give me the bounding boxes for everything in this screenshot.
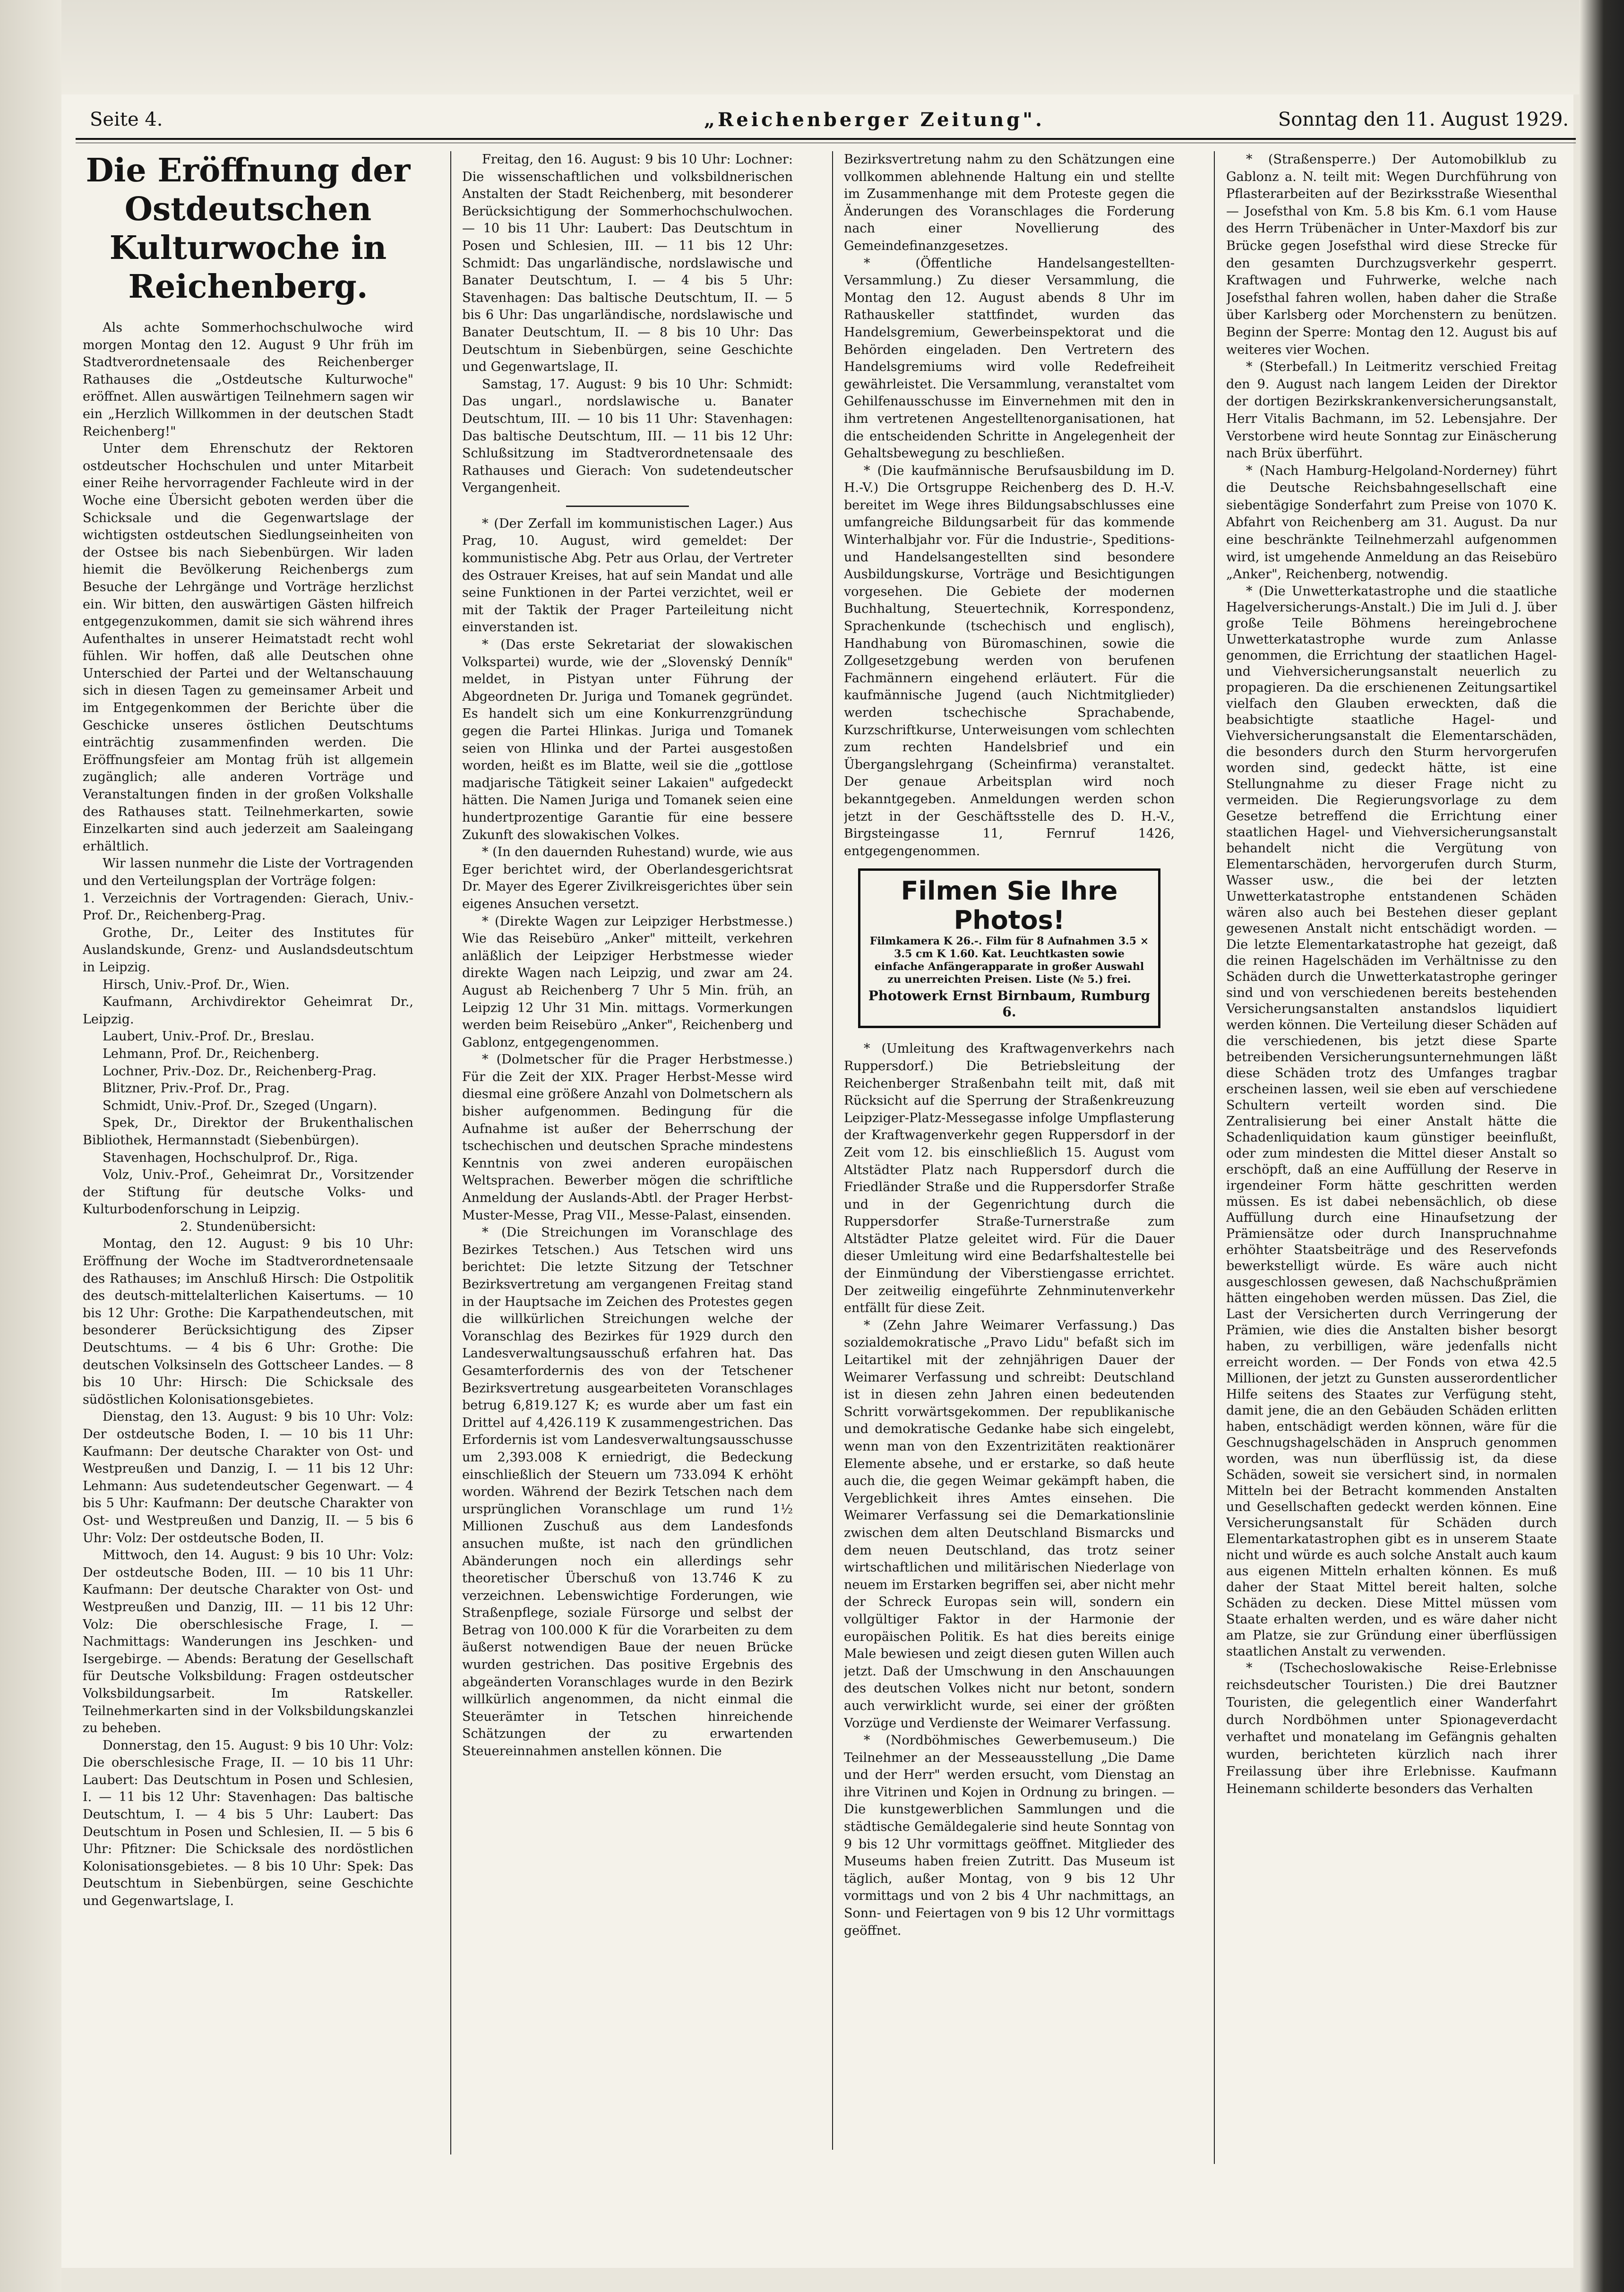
news-item: * (Tschechoslowakische Reise-Erlebnisse reichsdeutscher Touristen.) Die drei Bautzner Touristen, die gelegentlich einer Wanderfahrt durch Nordböhmen unter Spionageverdacht verhaftet und monatelang im Gefängnis gehalten wurden, berichteten kürzlich nach ihrer Freilassung über ihre Erlebnisse. Kaufmann Heinemann schilderte besonders das Verhalten <box>1226 1660 1557 1796</box>
news-item: * (Dolmetscher für die Prager Herbstmesse.) Für die Zeit der XIX. Prager Herbst-Messe wird diesmal eine größere Anzahl von Dolmetschern als bisher aufgenommen. Bedingung für die Aufnahme ist außer der Beherrschung der tschechischen und deutschen Sprache mindestens Kenntnis von zwei anderen europäischen Weltsprachen. Bewerber mögen die schriftliche Anmeldung der Auslands-Abtl. der Prager Herbst-Muster-Messe, Prag VII., Messe-Palast, einsenden. <box>462 1052 793 1223</box>
schedule-heading: 2. Stundenübersicht: <box>180 1219 316 1234</box>
schedule-day: Montag, den 12. August: 9 bis 10 Uhr: Eröffnung der Woche im Stadtverordnetensaale des Rathauses; im Anschluß Hirsch: Die Ostpolitik des deutsch-mittelalterlichen Kaisertums. — 10 bis 12 Uhr: Grothe: Die Karpathendeutschen, mit besonderer Berücksichtigung des Zipser Deutschtums. — 4 bis 6 Uhr: Grothe: Die deutschen Volksinseln des Gottscheer Landes. — 8 bis 10 Uhr: Hirsch: Die Schicksale des südöstlichen Kolonisationsgebietes. <box>83 1236 413 1407</box>
news-item: * (Die Unwetterkatastrophe und die staatliche Hagelversicherungs-Anstalt.) Die im Juli d. J. über große Teile Böhmens hereingebrochene Unwetterkatastrophe wurde zum Anlasse genommen, die Errichtung der staatlichen Hagel- und Viehversicherungsanstalt neuerlich zu propagieren. Da die erschienenen Zeitungsartikel vielfach den Glauben erweckten, daß die beabsichtigte staatliche Hagel- und Viehversicherungsanstalt die Elementarschäden, die besonders durch den Sturm hervorgerufen worden sind, gedeckt hätte, ist eine Stellungnahme zu dieser Frage nicht zu vermeiden. Die Regierungsvorlage zu dem Gesetze betreffend die Errichtung einer staatlichen Hagel- und Viehversicherungsanstalt behandelt nicht die Vergütung von Elementarschäden, hervorgerufen durch Sturm, Wasser usw., die bei der letzten Unwetterkatastrophe entstandenen Schäden wären also auch bei Bestehen dieser geplant gewesenen Anstalt nicht entschädigt worden. — Die letzte Elementarkatastrophe hat gezeigt, daß die reinen Hagelschäden im Verhältnisse zu den Schäden durch die Unwetterkatastrophe geringer sind und von verschiedenen bereits bestehenden Versicherungsanstalten anstandslos liquidiert werden können. Die Verteilung dieser Schäden auf die verschiedenen, bis jetzt diese Sparte betreibenden Versicherungsunternehmungen läßt diese Schäden trotz des Umfanges tragbar erscheinen lassen, weil sie eben auf verschiedene Schultern verteilt worden sind. Die Zentralisierung bei einer Anstalt hätte die Schadenliquidation kaum günstiger beeinflußt, oder zum mindesten die Mittel dieser Anstalt so erschöpft, daß an eine Auffüllung der Reserve in irgendeiner Form hätte geschritten werden müssen. Es ist dabei nebensächlich, ob diese Auffüllung durch eine Hinaufsetzung der Prämiensätze oder durch Inanspruchnahme erhöhter Staatsbeiträge und des Reservefonds bewerkstelligt würde. Es wäre auch nicht ausgeschlossen gewesen, daß Nachschußprämien hätten eingehoben werden müssen. Das Ziel, die Last der Versicherten durch Verringerung der Prämien, wie dies die Anstalten bisher besorgt haben, zu verbilligen, wäre jedenfalls nicht erreicht worden. — Der Fonds von etwa 42.5 Millionen, der jetzt zu Gunsten ausserordentlicher Hilfe seitens des Staates zur Verfügung steht, damit jene, die an den Gebäuden Schäden erlitten haben, entschädigt werden können, wäre für die Geschnugshagelschäden in Anspruch genommen worden, was nun überflüssig ist, da diese Schäden, soweit sie versichert sind, in normalen Mitteln bei der Betracht kommenden Anstalten und Gesellschaften gedeckt werden können. Eine Versicherungsanstalt für Schäden durch Elementarkatastrophen gibt es in unserem Staate nicht und würde es auch solche Anstalt auch kaum aus eigenen Mitteln erhalten können. Es muß daher der Staat Mittel bereit halten, solche Schäden zu decken. Diese Mittel müssen vom Staate erhalten werden, und es wäre daher nicht am Platze, sie zur Gründung einer überflüssigen staatlichen Anstalt zu verwenden. <box>1226 584 1557 1659</box>
schedule-day: Donnerstag, den 15. August: 9 bis 10 Uhr: Volz: Die oberschlesische Frage, II. — 10 bis 11 Uhr: Laubert: Das Deutschtum in Posen und Schlesien, I. — 11 bis 12 Uhr: Stavenhagen: Das baltische Deutschtum, I. — 4 bis 5 Uhr: Laubert: Das Deutschtum in Posen und Schlesien, II. — 5 bis 6 Uhr: Pfitzner: Die Schicksale des nordöstlichen Kolonisationsgebietes. — 8 bis 10 Uhr: Spek: Das Deutschtum in Siebenbürgen, seine Geschichte und Gegenwartslage, I. <box>83 1738 413 1909</box>
speaker-list-heading: 1. Verzeichnis der Vortragenden: Gierach, Univ.-Prof. Dr., Reichenberg-Prag. <box>83 891 413 923</box>
speaker-entry: Volz, Univ.-Prof., Geheimrat Dr., Vorsitzender der Stiftung für deutsche Volks- und Kulturbodenforschung in Leipzig. <box>83 1167 413 1217</box>
ad-address: Photowerk Ernst Birnbaum, Rumburg 6. <box>868 988 1151 1020</box>
ad-headline: Filmen Sie Ihre Photos! <box>901 876 1118 936</box>
article-paragraph: Wir lassen nunmehr die Liste der Vortragenden und den Verteilungsplan der Vorträge folgen: <box>83 856 413 888</box>
news-item: * (Die Streichungen im Voranschlage des Bezirkes Tetschen.) Aus Tetschen wird uns berichtet: Die letzte Sitzung der Tetschner Bezirksvertretung am vergangenen Freitag stand in der Hauptsache im Zeichen des Protestes gegen die willkürlichen Streichungen welche der Voranschlag des Bezirkes für 1929 durch den Landesverwaltungsausschuß erfahren hat. Das Gesamterfordernis des von der Tetschener Bezirksvertretung ausgearbeiteten Voranschlages betrug 6,819.127 K; es wurde aber um fast ein Drittel auf 4,426.119 K zusammengestrichen. Das Erfordernis ist vom Landesverwaltungsausschusse um 2,393.008 K erniedrigt, die Bedeckung einschließlich der Steuern um 733.094 K erhöht worden. Während der Bezirk Tetschen nach dem ursprünglichen Voranschlage um rund 1½ Millionen Zuschuß aus dem Landesfonds ansuchen mußte, ist nach den gründlichen Abänderungen noch ein allerdings sehr theoretischer Überschuß von 13.746 K zu verzeichnen. Lebenswichtige Forderungen, wie Straßenpflege, soziale Fürsorge und selbst der Betrag von 100.000 K für die Vorarbeiten zu dem äußerst notwendigen Baue der neuen Brücke wurden gestrichen. Das positive Ergebnis des abgeänderten Voranschlages wurde in den Bezirk willkürlich angenommen, da nicht einmal die Steuerämter in Tetschen hinreichende Schätzungen der zu erwartenden Steuereinnahmen anstellen können. Die <box>462 1225 793 1759</box>
news-item: * (Direkte Wagen zur Leipziger Herbstmesse.) Wie das Reisebüro „Anker" mitteilt, verkehren anläßlich der Leipziger Herbstmesse wieder direkte Wagen nach Leipzig, und zwar am 24. August ab Reichenberg 7 Uhr 5 Min. früh, an Leipzig 12 Uhr 31 Min. mittags. Vormerkungen werden beim Reisebüro „Anker", Reichenberg und Gablonz, entgegengenommen. <box>462 914 793 1050</box>
speaker-entry: Lehmann, Prof. Dr., Reichenberg. <box>103 1046 319 1061</box>
header-rule <box>76 138 1576 143</box>
news-item: * (In den dauernden Ruhestand) wurde, wie aus Eger berichtet wird, der Oberlandesgerichtsrat Dr. Mayer des Egerer Zivilkreisgerichtes über sein eigenes Ansuchen versetzt. <box>462 845 793 911</box>
issue-date: Sonntag den 11. August 1929. <box>1278 109 1569 130</box>
news-item: * (Sterbefall.) In Leitmeritz verschied Freitag den 9. August nach langem Leiden der Direktor der dortigen Bezirkskrankenversicherungsanstalt, Herr Vitalis Bachmann, im 52. Lebensjahre. Der Verstorbene wird heute Sonntag zur Einäscherung nach Brüx überführt. <box>1226 360 1557 461</box>
schedule-day: Freitag, den 16. August: 9 bis 10 Uhr: Lochner: Die wissenschaftlichen und volksbildnerischen Anstalten der Stadt Reichenberg, mit besonderer Berücksichtigung der Sommerhochschulwochen. — 10 bis 11 Uhr: Laubert: Das Deutschtum in Posen und Schlesien, III. — 11 bis 12 Uhr: Schmidt: Das ungarländische, nordslawische und Banater Deutschtum, I. — 4 bis 5 Uhr: Stavenhagen: Das baltische Deutschtum, II. — 5 bis 6 Uhr: Das ungarländische, nordslawische und Banater Deutschtum, II. — 8 bis 10 Uhr: Das Deutschtum in Siebenbürgen, seine Geschichte und Gegenwartslage, II. <box>462 152 793 375</box>
photo-advertisement <box>858 868 1160 1028</box>
column-3 <box>844 151 1175 2150</box>
scan-right-edge <box>1579 0 1624 2292</box>
speaker-entry: Grothe, Dr., Leiter des Institutes für Auslandskunde, Grenz- und Auslandsdeutschtum in Leipzig. <box>83 925 413 975</box>
speaker-entry: Schmidt, Univ.-Prof. Dr., Szeged (Ungarn). <box>103 1098 378 1113</box>
scan-left-margin <box>0 0 61 2292</box>
article-headline: Die Eröffnung der Ostdeutschen Kulturwoche in Reichenberg. <box>86 152 411 306</box>
column-1 <box>83 151 413 2164</box>
speaker-entry: Kaufmann, Archivdirektor Geheimrat Dr., Leipzig. <box>83 995 413 1027</box>
news-item: * (Nordböhmisches Gewerbemuseum.) Die Teilnehmer an der Messeausstellung „Die Dame und der Herr" werden ersucht, vom Dienstag an ihre Vitrinen und Kojen in Ordnung zu bringen. — Die kunstgewerblichen Sammlungen und die städtische Gemäldegalerie sind heute Sonntag von 9 bis 12 Uhr vormittags geöffnet. Mitglieder des Museums haben freien Zutritt. Das Museum ist täglich, außer Montag, von 9 bis 12 Uhr vormittags und von 2 bis 4 Uhr nachmittags, an Sonn- und Feiertagen von 9 bis 12 Uhr vormittags geöffnet. <box>844 1733 1175 1938</box>
news-item: * (Das erste Sekretariat der slowakischen Volkspartei) wurde, wie der „Slovenský Denník" meldet, in Pistyan unter Führung der Abgeordneten Dr. Juriga und Tomanek gegründet. Es handelt sich um eine Konkurrenzgründung gegen die Partei Hlinkas. Juriga und Tomanek seien von Hlinka und der Partei ausgestoßen worden, heißt es im Blatte, weil sie die „gottlose madjarische Tätigkeit seiner Lakaien" aufgedeckt hätten. Die Namen Juriga und Tomanek seien eine hundertprozentige Garantie für eine bessere Zukunft des slowakischen Volkes. <box>462 637 793 842</box>
news-item: * (Nach Hamburg-Helgoland-Norderney) führt die Deutsche Reichsbahngesellschaft eine siebentägige Sonderfahrt zum Preise von 1070 K. Abfahrt von Reichenberg am 31. August. Da nur eine beschränkte Teilnehmerzahl aufgenommen wird, ist umgehende Anmeldung an das Reisebüro „Anker", Reichenberg, notwendig. <box>1226 463 1557 582</box>
column-rule <box>450 151 451 2155</box>
page-header <box>90 109 1569 137</box>
column-2 <box>462 151 793 2155</box>
article-paragraph: Unter dem Ehrenschutz der Rektoren ostdeutscher Hochschulen und unter Mitarbeit einer Reihe hervorragender Fachleute wird in der Woche eine Übersicht geboten werden über die Schicksale und die Gegenwartslage der wichtigsten ostdeutschen Siedlungseinheiten von der Ostsee bis nach Siebenbürgen. Wir laden hiemit die Bevölkerung Reichenbergs zum Besuche der Lehrgänge und Vorträge herzlichst ein. Wir bitten, den auswärtigen Gästen hilfreich entgegenzukommen, damit sie sich während ihres Aufenthaltes in unserer Heimatstadt recht wohl fühlen. Wir hoffen, daß alle Deutschen ohne Unterschied der Partei und der Weltanschauung sich in diesen Tagen zu gemeinsamer Arbeit und im Entgegenkommen der Berichte über die Geschicke unseres östlichen Deutschtums einträchtig zusammenfinden werden. Die Eröffnungsfeier am Montag früh ist allgemein zugänglich; alle anderen Vorträge und Veranstaltungen finden in der großen Volkshalle des Rathauses statt. Teilnehmerkarten, sowie Einzelkarten sind auch jederzeit am Saaleingang erhältlich. <box>83 441 413 854</box>
news-item: * (Öffentliche Handelsangestellten-Versammlung.) Zu dieser Versammlung, die Montag den 12. August abends 8 Uhr im Rathauskeller stattfindet, wurden das Handelsgremium, Gewerbeinspektorat und die Behörden eingeladen. Den Vertretern des Handelsgremiums wird volle Redefreiheit gewährleistet. Die Versammlung, veranstaltet vom Gehilfenausschusse im Einvernehmen mit den in ihm vertretenen Angestelltenorganisationen, hat die entscheidenden Schritte in Angelegenheit der Gehaltsbewegung zu beschließen. <box>844 256 1175 461</box>
schedule-day: Mittwoch, den 14. August: 9 bis 10 Uhr: Volz: Der ostdeutsche Boden, III. — 10 bis 11 Uhr: Kaufmann: Der deutsche Charakter von Ost- und Westpreußen und Danzig, III. — 11 bis 12 Uhr: Volz: Die oberschlesische Frage, I. — Nachmittags: Wanderungen ins Jeschken- und Isergebirge. — Abends: Beratung der Gesellschaft für Deutsche Volksbildung: Fragen ostdeutscher Volksbildungsarbeit. Im Ratskeller. Teilnehmerkarten sind in der Volksbildungskanzlei zu beheben. <box>83 1548 413 1736</box>
ad-body: Filmkamera K 26.-. Film für 8 Aufnahmen 3.5 × 3.5 cm K 1.60. Kat. Leuchtkasten sowie einfache Anfängerapparate in großer Auswahl zu unerreichten Preisen. Liste (№ 5.) frei. <box>869 935 1149 986</box>
news-item: Bezirksvertretung nahm zu den Schätzungen eine vollkommen ablehnende Haltung ein und stellte im Zusammenhange mit dem Proteste gegen die Änderungen des Voranschlages die Forderung nach einer Novellierung des Gemeindefinanzgesetzes. <box>844 152 1175 253</box>
speaker-entry: Laubert, Univ.-Prof. Dr., Breslau. <box>103 1029 315 1044</box>
news-item: * (Umleitung des Kraftwagenverkehrs nach Ruppersdorf.) Die Betriebsleitung der Reichenberger Straßenbahn teilt mit, daß mit Rücksicht auf die Sperrung der Straßenkreuzung Leipziger-Platz-Messegasse infolge Umpflasterung der Kraftwagenverkehr gegen Ruppersdorf in der Zeit vom 12. bis einschließlich 15. August vom Altstädter Platz nach Ruppersdorf durch die Friedländer Straße und die Ruppersdorfer Straße und in der Gegenrichtung durch die Ruppersdorfer Straße-Turnerstraße zum Altstädter Platze geleitet wird. Für die Dauer dieser Umleitung wird eine Bedarfshaltestelle bei der Einmündung der Viberstiengasse errichtet. Der zeitweilig eingeführte Zehnminutenverkehr entfällt für diese Zeit. <box>844 1041 1175 1316</box>
schedule-day: Dienstag, den 13. August: 9 bis 10 Uhr: Volz: Der ostdeutsche Boden, I. — 10 bis 11 Uhr: Kaufmann: Der deutsche Charakter von Ost- und Westpreußen und Danzig, I. — 11 bis 12 Uhr: Lehmann: Aus sudetendeutscher Gegenwart. — 4 bis 5 Uhr: Kaufmann: Der deutsche Charakter von Ost- und Westpreußen und Danzig, II. — 5 bis 6 Uhr: Volz: Der ostdeutsche Boden, II. <box>83 1409 413 1545</box>
newspaper-title: „Reichenberger Zeitung". <box>704 109 1045 131</box>
news-item: * (Straßensperre.) Der Automobilklub zu Gablonz a. N. teilt mit: Wegen Durchführung von Pflasterarbeiten auf der Bezirksstraße Wiesenthal — Josefsthal von Km. 5.8 bis Km. 6.1 vom Hause des Herrn Trübenächer in Unter-Maxdorf bis zur Brücke gegen Josefsthal wird diese Strecke für den gesamten Durchzugsverkehr gesperrt. Kraftwagen und Fuhrwerke, welche nach Josefsthal fahren wollen, haben daher die Straße über Karlsberg oder Morchenstern zu benützen. Beginn der Sperre: Montag den 12. August bis auf weiteres vier Wochen. <box>1226 152 1557 357</box>
speaker-entry: Spek, Dr., Direktor der Brukenthalischen Bibliothek, Hermannstadt (Siebenbürgen). <box>83 1116 413 1148</box>
column-rule <box>1214 151 1215 2164</box>
news-item: * (Die kaufmännische Berufsausbildung im D. H.-V.) Die Ortsgruppe Reichenberg des D. H.-V. bereitet im Wege ihres Bildungsabschlusses eine umfangreiche Bildungsarbeit für das kommende Winterhalbjahr vor. Für die Industrie-, Speditions- und Handelsangestellten sind besondere Ausbildungskurse, Vorträge und Besichtigungen vorgesehen. Die Gebiete der modernen Buchhaltung, Steuertechnik, Korrespondenz, Sprachenkunde (tschechisch und englisch), Handhabung von Büromaschinen, sowie die Zollgesetzgebung werden von berufenen Fachmännern eingehend erläutert. Für die kaufmännische Jugend (auch Nichtmitglieder) werden tschechische Sprachabende, Kurzschriftkurse, Unterweisungen vom schlechten zum rechten Handelsbrief und ein Übergangslehrgang (Scheinfirma) veranstaltet. Der genaue Arbeitsplan wird noch bekanntgegeben. Anmeldungen werden schon jetzt in der Geschäftsstelle des D. H.-V., Birgsteingasse 11, Fernruf 1426, entgegengenommen. <box>844 463 1175 858</box>
scan-top-margin <box>0 0 1624 94</box>
column-4 <box>1226 151 1557 2164</box>
column-rule <box>832 151 833 2150</box>
news-item: * (Der Zerfall im kommunistischen Lager.) Aus Prag, 10. August, wird gemeldet: Der kommunistische Abg. Petr aus Orlau, der Vertreter des Ostrauer Kreises, hat auf sein Mandat und alle seine Funktionen in der Partei verzichtet, weil er mit der Taktik der Prager Parteileitung nicht einverstanden ist. <box>462 516 793 635</box>
news-item: * (Zehn Jahre Weimarer Verfassung.) Das sozialdemokratische „Pravo Lidu" befaßt sich im Leitartikel mit der zehnjährigen Dauer der Weimarer Verfassung und schreibt: Deutschland ist in diesen zehn Jahren einen bedeutenden Schritt vorwärtsgekommen. Der republikanische und demokratische Gedanke habe sich eingelebt, wenn man von den Exzentrizitäten reaktionärer Elemente absehe, und er erstarke, so daß heute auch die, die gegen Weimar gekämpft haben, die Vergeblichkeit ihres Amtes einsehen. Die Weimarer Verfassung sei die Demarkationslinie zwischen dem alten Deutschland Bismarcks und dem neuen Deutschland, das trotz seiner wirtschaftlichen und militärischen Niederlage von neuem im Erstarken begriffen sei, aber nicht mehr der Schreck Europas sein will, sondern ein vollgültiger Faktor in der Harmonie der europäischen Politik. Es hat dies bereits einige Male bewiesen und zeigt diesen guten Willen auch jetzt. Daß der Umschwung in den Anschauungen des deutschen Volkes nicht nur betont, sondern auch verwirklicht wurde, sei einer der größten Vorzüge und Verdienste der Weimarer Verfassung. <box>844 1318 1175 1731</box>
speaker-entry: Hirsch, Univ.-Prof. Dr., Wien. <box>103 977 290 992</box>
page-number: Seite 4. <box>90 109 163 130</box>
section-separator <box>566 506 689 507</box>
article-paragraph: Als achte Sommerhochschulwoche wird morgen Montag den 12. August 9 Uhr früh im Stadtverordnetensaale des Reichenberger Rathauses die „Ostdeutsche Kulturwoche" eröffnet. Allen auswärtigen Teilnehmern sagen wir ein „Herzlich Willkommen in der deutschen Stadt Reichenberg!" <box>83 320 413 439</box>
speaker-entry: Stavenhagen, Hochschulprof. Dr., Riga. <box>103 1150 358 1165</box>
schedule-day: Samstag, 17. August: 9 bis 10 Uhr: Schmidt: Das ungarl., nordslawische u. Banater Deutschtum, III. — 10 bis 11 Uhr: Stavenhagen: Das baltische Deutschtum, III. — 11 bis 12 Uhr: Schlußsitzung im Stadtverordnetensaale des Rathauses und Gierach: Von sudetendeutscher Vergangenheit. <box>462 377 793 496</box>
speaker-entry: Blitzner, Priv.-Prof. Dr., Prag. <box>103 1081 290 1096</box>
speaker-entry: Lochner, Priv.-Doz. Dr., Reichenberg-Prag. <box>103 1064 377 1079</box>
